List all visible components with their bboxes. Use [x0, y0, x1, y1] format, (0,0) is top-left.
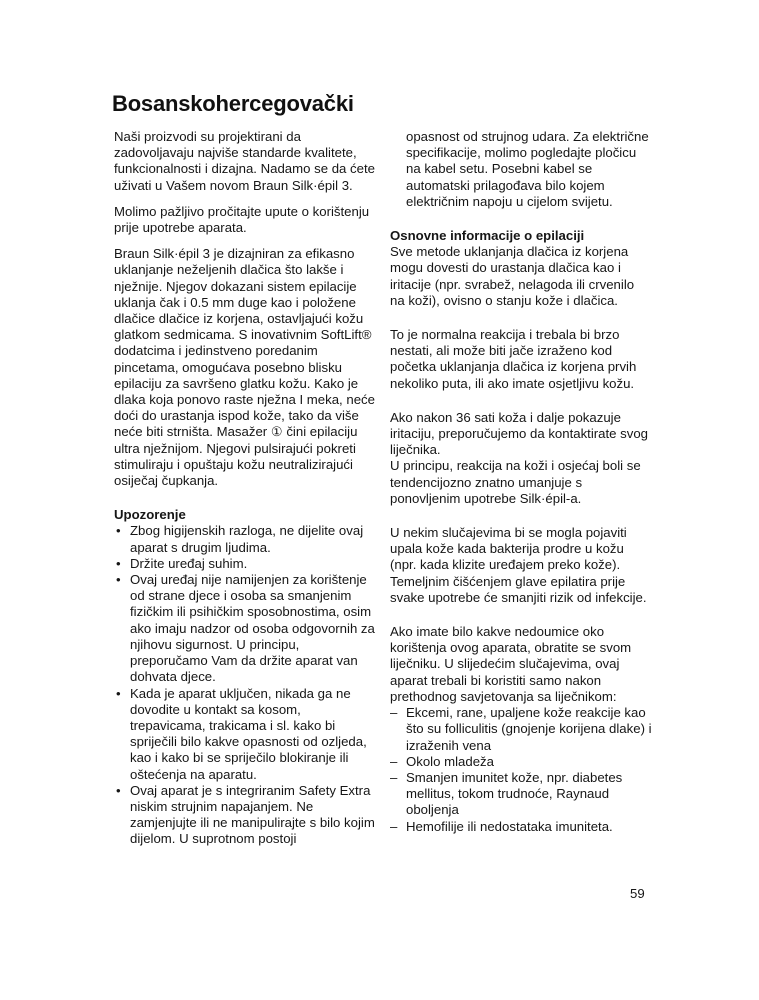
warning-heading: Upozorenje	[114, 507, 186, 523]
conditions-list	[390, 705, 652, 835]
info-paragraph: Sve metode uklanjanja dlačica iz korjena mogu dovesti do urastanja dlačica kao i iritacije (npr. svrabež, nelagoda ili crvenilo na koži), ovisno o stanju kože i dlačica.	[390, 244, 635, 308]
warning-item: • Kada je aparat uključen, nikada ga ne dovodite u kontakt sa kosom, trepavicama, trakicama i sl. kako bi spriječili bilo kakve opasnosti od ozljeda, kao i kako bi se spriječilo blokiranje ili oštećenja na aparatu.	[114, 686, 376, 783]
warning-item: • Ovaj uređaj nije namijenjen za korištenje od strane djece i osoba sa smanjenim fizičkim ili psihičkim sposobnostima, osim ako imaju nadzor od osoba odgovornih za njihovu sigurnost. U principu, preporučamo Vam da držite aparat van dohvata djece.	[114, 572, 376, 685]
warning-item: • Držite uređaj suhim.	[114, 556, 376, 572]
page-number: 59	[630, 886, 645, 901]
info-paragraph: U nekim slučajevima bi se mogla pojaviti upala kože kada bakterija prodre u kožu (npr. kada klizite uređajem preko kože). Temeljnim čišćenjem glave epilatira prije svake upotrebe će smanjiti rizik od infekcije.	[390, 525, 647, 605]
warning-item: • Zbog higijenskih razloga, ne dijelite ovaj aparat s drugim ljudima.	[114, 523, 376, 555]
condition-item: – Okolo mladeža	[390, 754, 652, 770]
condition-item: – Hemofilije ili nedostataka imuniteta.	[390, 819, 652, 835]
warning-list	[114, 523, 376, 847]
right-column	[390, 129, 652, 845]
instructions-paragraph: Molimo pažljivo pročitajte upute o korištenju prije upotrebe aparata.	[114, 203, 370, 236]
info-paragraph: U principu, reakcija na koži i osjećaj boli se tendencijozno znatno umanjuje s ponovljenim upotrebe Silk·épil-a.	[390, 458, 641, 506]
product-description-paragraph: Braun Silk·épil 3 je dizajniran za efikasno uklanjanje neželjenih dlačica što lakše i nježnije. Njegov dokazani sistem epilacije uklanja čak i 0.5 mm duge kao i položene dlačice dlačice iz korjena, ostavljajući kožu glatkom sedmicama. S inovativnim SoftLift® dodatcima i jedinstveno poredanim pincetama, omogućava posebno blisku epilaciju za savršeno glatku kožu. Kako je dlaka koja ponovo raste nježna I meka, neće doći do urastanja ispod kože, tako da više neće biti strništa. Masažer ① čini epilaciju ultra nježnijom. Njegovi pulsirajući pokreti stimuliraju i opuštaju kožu neutralizirajući osiječaj čupkanja.	[114, 246, 375, 489]
info-paragraph: Ako nakon 36 sati koža i dalje pokazuje iritaciju, preporučujemo da kontaktirate svog liječnika.	[390, 409, 649, 458]
intro-paragraph: Naši proizvodi su projektirani da zadovoljavaju najviše standarde kvalitete, funkcionalnosti i dizajna. Nadamo se da ćete uživati u Vašem novom Braun Silk·épil 3.	[114, 129, 375, 193]
info-paragraph: Ako imate bilo kakve nedoumice oko korištenja ovog aparata, obratite se svom liječniku. U slijedećim slučajevima, ovaj aparat trebali bi koristiti samo nakon prethodnog savjetovanja sa liječnikom:	[390, 624, 632, 704]
page-title: Bosanskohercegovački	[112, 91, 354, 116]
left-column	[114, 129, 376, 858]
condition-item: – Smanjen imunitet kože, npr. diabetes mellitus, tokom trudnoće, Raynaud oboljenja	[390, 770, 652, 819]
warning-continuation: opasnost od strujnog udara. Za električne specifikacije, molimo pogledajte pločicu na kabel setu. Posebni kabel se automatski prilagođava bilo kojem električnim napoju u cijelom svijetu.	[406, 129, 649, 209]
info-paragraph: To je normalna reakcija i trebala bi brzo nestati, ali može biti jače izraženo kod početka uklanjanja dlačica iz korjena prvih nekoliko puta, ili ako imate osjetljivu kožu.	[390, 327, 637, 391]
warning-item: • Ovaj aparat je s integriranim Safety Extra niskim strujnim napajanjem. Ne zamjenjujte ili ne manipulirajte s bilo kojim dijelom. U suprotnom postoji	[114, 783, 376, 848]
epilation-info-heading: Osnovne informacije o epilaciji	[390, 228, 585, 244]
condition-item: – Ekcemi, rane, upaljene kože reakcije kao što su folliculitis (gnojenje korijena dlake) i izraženih vena	[390, 705, 652, 754]
